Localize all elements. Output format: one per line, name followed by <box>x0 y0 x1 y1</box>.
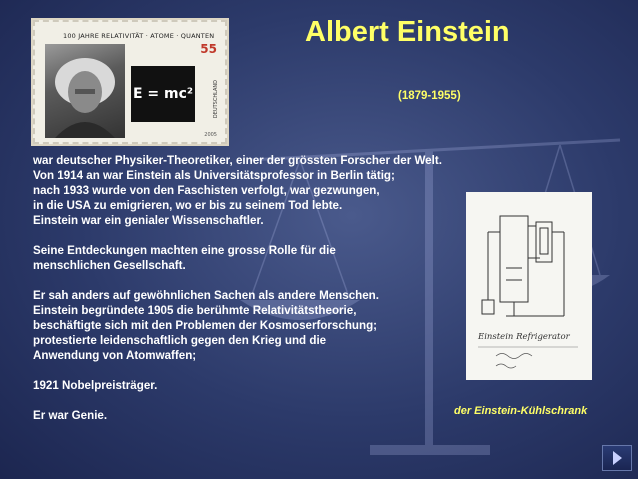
text-line: Einstein begründete 1905 die berühmte Relativitätstheorie, <box>33 304 357 317</box>
text-line: Er sah anders auf gewöhnlichen Sachen als andere Menschen. <box>33 289 379 302</box>
text-line: protestierte leidenschaftlich gegen den Krieg und die <box>33 334 327 347</box>
text-line: menschlichen Gesellschaft. <box>33 259 186 272</box>
text-line: Seine Entdeckungen machten eine grosse Rolle für die <box>33 244 336 257</box>
text-line: 1921 Nobelpreisträger. <box>33 379 158 392</box>
paragraph <box>33 378 573 393</box>
text-line: Anwendung von Atomwaffen; <box>33 349 197 362</box>
einstein-refrigerator-diagram <box>466 192 592 380</box>
slide-title: Albert Einstein <box>305 16 510 48</box>
text-line: beschäftigte sich mit den Problemen der Kosmoserforschung; <box>33 319 378 332</box>
text-line: in die USA zu emigrieren, wo er bis zu seinem Tod lebte. <box>33 199 343 212</box>
formula-box: E = mc² <box>131 66 195 122</box>
stamp-year: 2005 <box>204 132 217 138</box>
einstein-portrait <box>45 44 125 138</box>
stamp-header: 100 JAHRE RELATIVITÄT · ATOME · QUANTEN <box>63 32 215 40</box>
text-line: nach 1933 wurde von den Faschisten verfolgt, war gezwungen, <box>33 184 380 197</box>
next-slide-icon <box>603 446 631 470</box>
text-line: Einstein war ein genialer Wissenschaftler. <box>33 214 264 227</box>
stamp-country: DEUTSCHLAND <box>213 80 219 119</box>
stamp-value: 55 <box>200 42 217 56</box>
refrigerator-label: Einstein Refrigerator <box>478 332 570 342</box>
text-line: war deutscher Physiker-Theoretiker, einer der grössten Forscher der Welt. <box>33 154 442 167</box>
einstein-stamp-image <box>33 20 227 144</box>
text-line: Er war Genie. <box>33 409 108 422</box>
text-line: Von 1914 an war Einstein als Universitätsprofessor in Berlin tätig; <box>33 169 395 182</box>
life-years: (1879-1955) <box>398 90 461 102</box>
next-slide-button[interactable] <box>602 445 632 471</box>
figure-caption: der Einstein-Kühlschrank <box>454 405 588 417</box>
